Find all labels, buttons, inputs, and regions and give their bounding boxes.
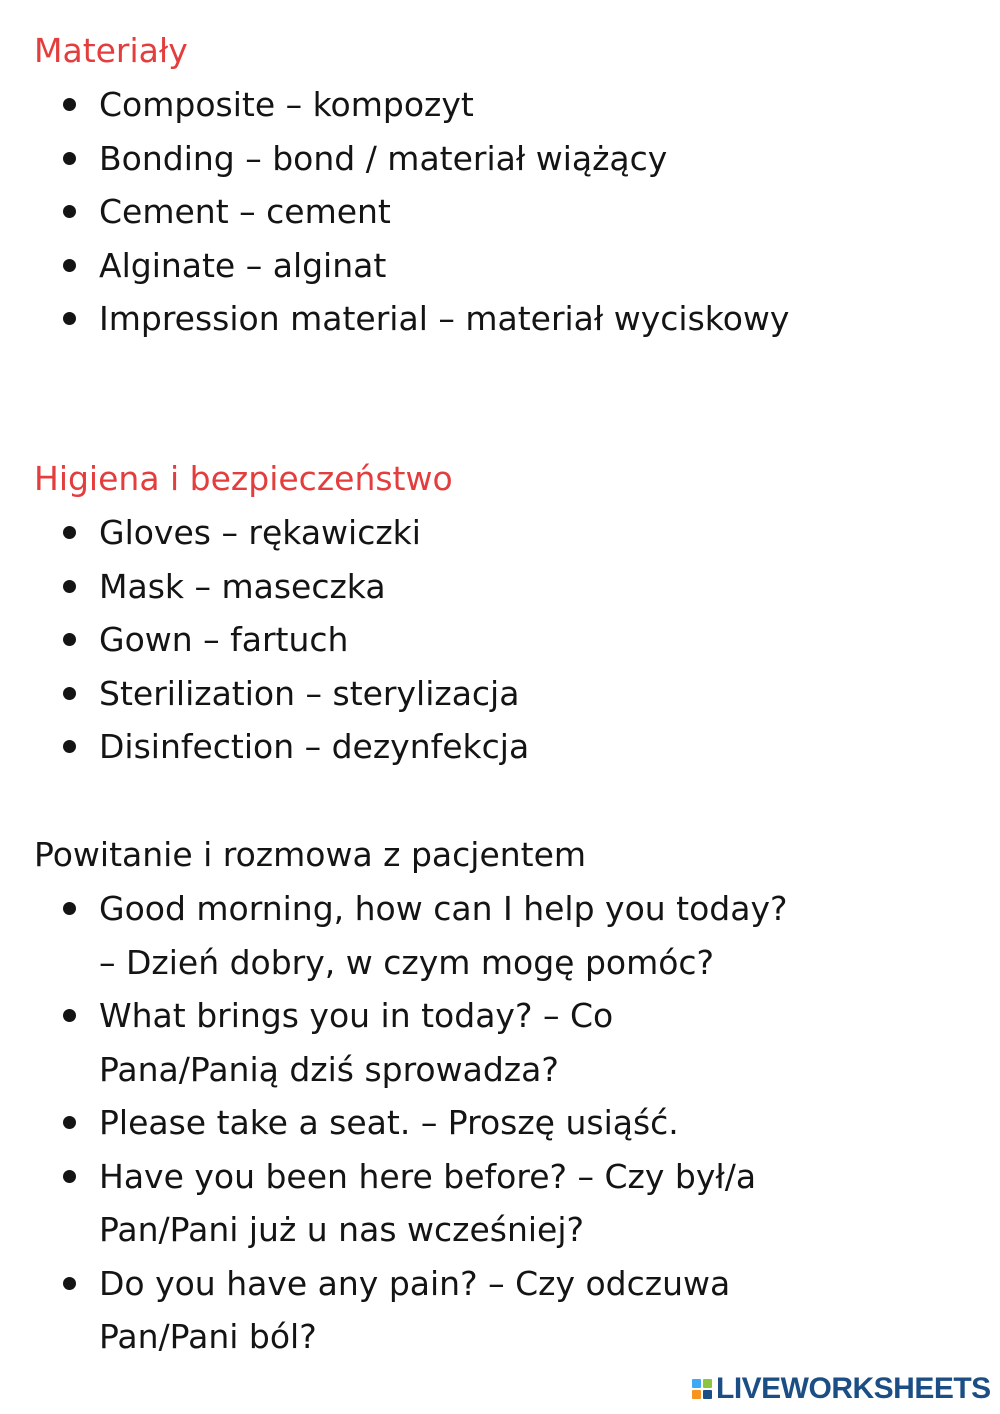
list-item <box>34 78 794 132</box>
list-item-text: Cement – cement <box>99 192 391 231</box>
bullet-icon <box>63 205 76 218</box>
list-item-text: Do you have any pain? – Czy odczuwa Pan/Pani ból? <box>99 1263 731 1356</box>
liveworksheets-logo-icon <box>692 1379 712 1399</box>
list-item <box>34 613 794 667</box>
bullet-icon <box>63 152 76 165</box>
list-item-text: Disinfection – dezynfekcja <box>99 727 530 766</box>
liveworksheets-logo[interactable] <box>692 1372 991 1406</box>
logo-text: LIVEWORKSHEETS <box>716 1372 991 1405</box>
list-item <box>34 506 794 560</box>
list-item <box>34 1257 794 1364</box>
list-item <box>34 720 794 774</box>
list-item-text: Impression material – materiał wyciskowy <box>99 299 790 338</box>
list-item <box>34 667 794 721</box>
section-patient-greeting <box>34 828 794 1364</box>
bullet-icon <box>63 633 76 646</box>
list-item <box>34 882 794 989</box>
list-item <box>34 132 794 186</box>
bullet-icon <box>63 580 76 593</box>
list-item-text: Composite – kompozyt <box>99 85 474 124</box>
bullet-icon <box>63 687 76 700</box>
bullet-icon <box>63 98 76 111</box>
bullet-icon <box>63 259 76 272</box>
bullet-icon <box>63 1170 76 1183</box>
list-item-text: Sterilization – sterylizacja <box>99 673 520 713</box>
bullet-icon <box>63 1116 76 1129</box>
list-item-text: Please take a seat. – Proszę usiąść. <box>99 1103 679 1142</box>
phrase-list-patient-greeting <box>34 882 794 1364</box>
vocabulary-list-materials <box>34 78 794 346</box>
section-materials <box>34 24 794 346</box>
list-item <box>34 292 794 346</box>
section-heading-materials: Materiały <box>34 31 188 70</box>
section-hygiene-safety <box>34 452 794 774</box>
list-item-text: Gloves – rękawiczki <box>99 513 421 552</box>
list-item <box>34 989 794 1096</box>
list-item <box>34 185 794 239</box>
list-item <box>34 1096 794 1150</box>
section-heading-hygiene-safety: Higiena i bezpieczeństwo <box>34 459 453 498</box>
bullet-icon <box>63 312 76 325</box>
bullet-icon <box>63 526 76 539</box>
section-heading-patient-greeting: Powitanie i rozmowa z pacjentem <box>34 835 587 874</box>
list-item-text: Gown – fartuch <box>99 620 349 659</box>
list-item <box>34 239 794 293</box>
bullet-icon <box>63 740 76 753</box>
list-item-text: Bonding – bond / materiał wiążący <box>99 138 668 178</box>
bullet-icon <box>63 1009 76 1022</box>
list-item <box>34 560 794 614</box>
list-item <box>34 1150 794 1257</box>
bullet-icon <box>63 902 76 915</box>
list-item-text: What brings you in today? – Co Pana/Panią dziś sprowadza? <box>99 996 614 1089</box>
list-item-text: Mask – maseczka <box>99 566 386 606</box>
vocabulary-list-hygiene-safety <box>34 506 794 774</box>
list-item-text: Have you been here before? – Czy był/a Pan/Pani już u nas wcześniej? <box>99 1156 757 1249</box>
bullet-icon <box>63 1277 76 1290</box>
list-item-text: Alginate – alginat <box>99 245 387 285</box>
list-item-text: Good morning, how can I help you today? – Dzień dobry, w czym mogę pomóc? <box>99 889 788 982</box>
